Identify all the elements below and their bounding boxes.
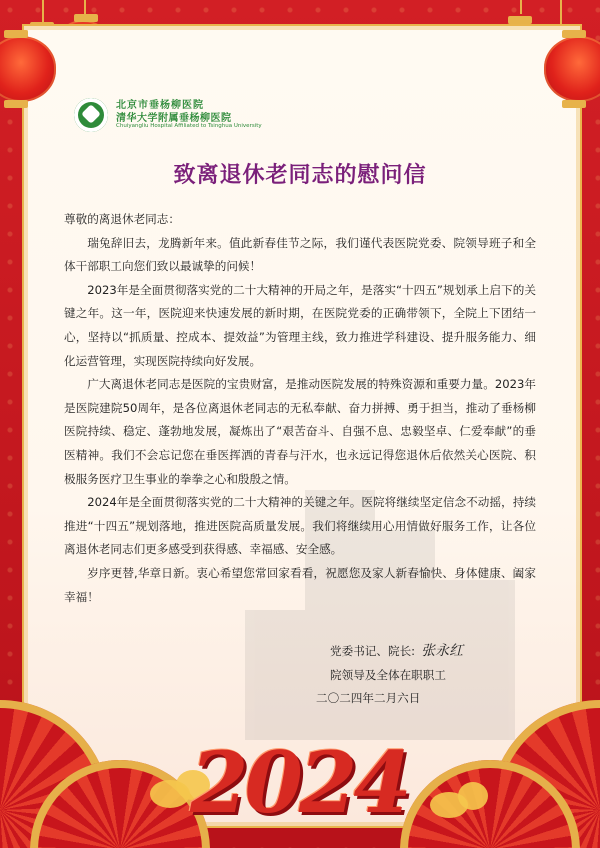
- letter-paragraph: 瑞兔辞旧去，龙腾新年来。值此新春佳节之际，我们谨代表医院党委、院领导班子和全体干部职工向您们致以最诚挚的问候！: [64, 235, 536, 274]
- hospital-logo: [74, 96, 262, 138]
- logo-name-bottom: 清华大学附属垂杨柳医院: [116, 113, 232, 124]
- letter-body: [64, 208, 536, 609]
- signature-title: 党委书记、院长:: [330, 644, 416, 658]
- letter-paragraph: 2023年是全面贯彻落实党的二十大精神的开局之年，是落实“十四五”规划承上启下的关键之年。这一年，医院迎来快速发展的新时期，在医院党委的正确带领下，全院上下团结一心，坚持以“抓质量、控成本、提效益”为管理主线，致力推进学科建设、提升服务能力、细化运营管理，实现医院持续向好发展。: [64, 282, 536, 368]
- hospital-emblem-icon: [74, 98, 108, 132]
- handwritten-signature: 张永红: [421, 643, 464, 659]
- logo-name-en: Chuiyangliu Hospital Affiliated to Tsinghua University: [116, 123, 262, 129]
- letter-title: 致离退休老同志的慰问信: [173, 163, 427, 188]
- signature-block: [0, 640, 600, 711]
- letter-paragraph: 广大离退休老同志是医院的宝贵财富，是推动医院发展的特殊资源和重要力量。2023年是医院建院50周年，是各位离退休老同志的无私奉献、奋力拼搏、勇于担当，推动了垂杨柳医院持续、稳定、蓬勃地发展，凝炼出了“艰苦奋斗、自强不息、忠毅坚卓、仁爱奉献”的垂医精神。我们不会忘记您在垂医挥洒的青春与汗水，也永远记得您退休后依然关心医院、积极服务医疗卫生事业的拳拳之心和殷殷之情。: [64, 377, 536, 486]
- letter-paragraph: 岁序更替,华章日新。衷心希望您常回家看看，祝愿您及家人新春愉快、身体健康、阖家幸福！: [64, 565, 536, 604]
- dragon-2024-art: [170, 730, 490, 840]
- signature-org: 院领导及全体在职职工: [330, 667, 446, 682]
- letter-date: 二〇二四年二月六日: [316, 691, 421, 706]
- year-art: 2024: [190, 733, 408, 832]
- logo-name-top: 北京市垂杨柳医院: [116, 100, 204, 111]
- letter-paragraph: 2024年是全面贯彻落实党的二十大精神的关键之年。医院将继续坚定信念不动摇，持续推进“十四五”规划落地，推进医院高质量发展。我们将继续用心用情做好服务工作，让各位离退休老同志们更多感受到获得感、幸福感、安全感。: [64, 495, 536, 557]
- letter-greeting: 尊敬的离退休老同志：: [64, 212, 180, 226]
